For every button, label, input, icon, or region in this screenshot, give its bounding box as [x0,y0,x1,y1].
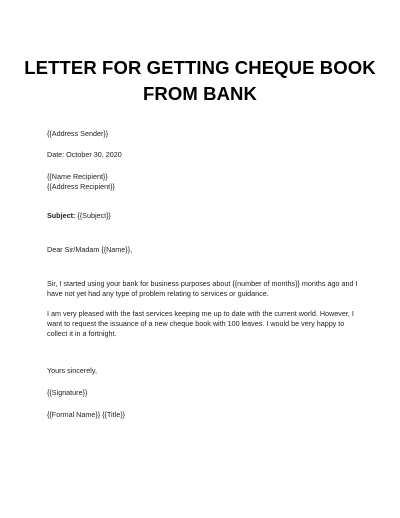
paragraph-1: Sir, I started using your bank for business purposes about {{number of months}} months ago and I have not yet had any type of problem relating to services or guidance. [47,279,358,298]
name-recipient: {{Name Recipient}} [47,172,108,181]
subject-label: Subject: [47,211,76,220]
formal-name-title: {{Formal Name}} {{Title}} [47,410,126,419]
signature: {{Signature}} [47,388,88,397]
address-recipient: {{Address Recipient}} [47,182,115,191]
letter-title: LETTER FOR GETTING CHEQUE BOOK FROM BANK [24,57,376,104]
subject-line [47,211,363,221]
address-sender: {{Address Sender}} [47,129,109,138]
letter-date: Date: October 30, 2020 [47,150,122,159]
paragraph-2: I am very pleased with the fast services keeping me up to date with the current world. However, I want to request the issuance of a new cheque book with 100 leaves. I would be very happy to collect it in a fortnight. [47,309,354,338]
salutation: Dear Sir/Madam {{Name}}, [47,245,133,254]
closing: Yours sincerely, [47,366,97,375]
letter-body [47,129,363,420]
subject-value: {{Subject}} [75,211,111,220]
